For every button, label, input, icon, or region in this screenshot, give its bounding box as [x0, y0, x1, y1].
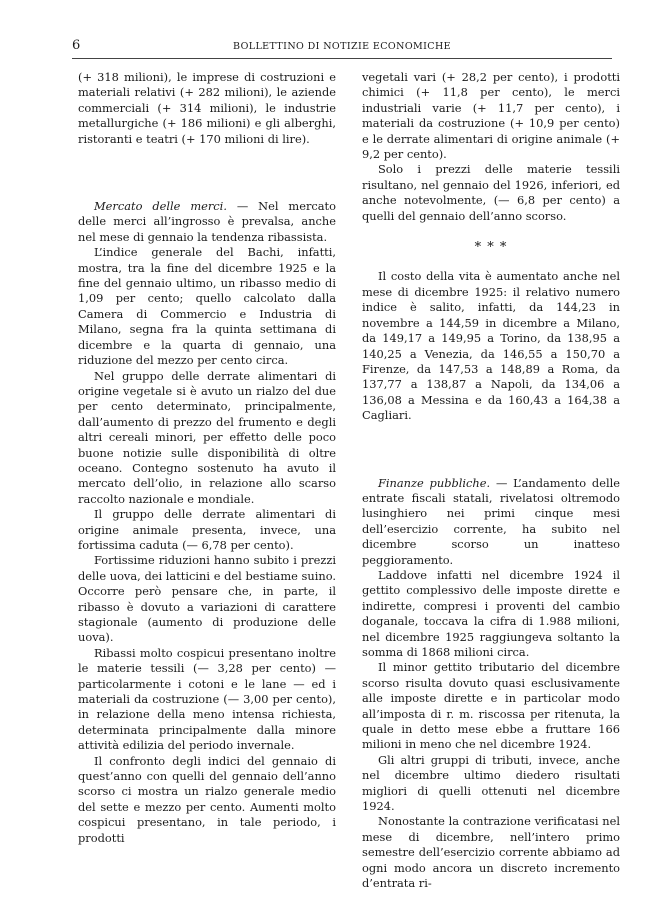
paragraph: Il minor gettito tributario del dicembre scorso risulta dovuto quasi esclusivamente alle imposte dirette e in particolar modo all’imposta di r. m. riscossa per ritenuta, la quale in detto mese ebbe a fruttare 166 milioni in meno che nel dicembre 1924.	[362, 660, 620, 752]
paragraph-text: — Nel mercato delle merci all’ingrosso è prevalsa, anche nel mese di gennaio la tendenza ribassista.	[78, 199, 336, 244]
paragraph: Fortissime riduzioni hanno subito i prezzi delle uova, dei latticini e del bestiame suino. Occorre però pensare che, in parte, il ribasso è dovuto a variazioni di carattere stagionale (aumento di produzione delle uova).	[78, 553, 336, 645]
paragraph: vegetali vari (+ 28,2 per cento), i prodotti chimici (+ 11,8 per cento), le merci industriali varie (+ 11,7 per cento), i materiali da costruzione (+ 10,9 per cento) e le derrate alimentari di origine animale (+ 9,2 per cento).	[362, 70, 620, 162]
paragraph-text: — L’andamento delle entrate fiscali statali, rivelatosi oltremodo lusinghiero nei primi cinque mesi dell’esercizio corrente, ha subito nel dicembre scorso un inatteso peggioramento.	[362, 475, 620, 567]
paragraph: L’indice generale del Bachi, infatti, mostra, tra la fine del dicembre 1925 e la fine del gennaio ultimo, un ribasso medio di 1,09 per cento; quello calcolato dalla Camera di Commercio e Industria di Milano, segna fra la quinta settimana di dicembre e la quarta di gennaio, una riduzione del mezzo per cento circa.	[78, 245, 336, 368]
right-column	[362, 70, 620, 892]
running-title: BOLLETTINO DI NOTIZIE ECONOMICHE	[233, 41, 451, 52]
section-title-mercato-merci: Mercato delle merci.	[94, 199, 227, 214]
paragraph: Il confronto degli indici del gennaio di quest’anno con quelli del gennaio dell’anno scorso ci mostra un rialzo generale medio del sette e mezzo per cento. Aumenti molto cospicui presentano, in tale periodo, i prodotti	[78, 753, 336, 845]
paragraph: Laddove infatti nel dicembre 1924 il gettito complessivo delle imposte dirette e indirette, compresi i proventi del cambio doganale, toccava la cifra di 1.988 milioni, nel dicembre 1925 raggiungeva soltanto la somma di 1868 milioni circa.	[362, 567, 620, 659]
paragraph: Il gruppo delle derrate alimentari di origine animale presenta, invece, una fortissima caduta (— 6,78 per cento).	[78, 507, 336, 552]
paragraph: Gli altri gruppi di tributi, invece, anche nel dicembre ultimo diedero risultati migliori di quelli ottenuti nel dicembre 1924.	[362, 752, 620, 814]
section-separator-asterisks: * * *	[474, 240, 508, 256]
page-header	[72, 36, 612, 59]
paragraph-cost-of-living: Il costo della vita è aumentato anche nel mese di dicembre 1925: il relativo numero indice è salito, infatti, da 144,23 in novembre a 144,59 in dicembre a Milano, da 149,17 a 149,95 a Torino, da 138,95 a 140,25 a Venezia, da 146,55 a 150,70 a Firenze, da 147,53 a 148,89 a Roma, da 137,77 a 138,87 a Napoli, da 134,06 a 136,08 a Messina e da 160,43 a 164,38 a Cagliari.	[362, 269, 620, 423]
paragraph: (+ 318 milioni), le imprese di costruzioni e materiali relativi (+ 282 milioni), le aziende commerciali (+ 314 milioni), le industrie metallurgiche (+ 186 milioni) e gli alberghi, ristoranti e teatri (+ 170 milioni di lire).	[78, 70, 336, 146]
paragraph: Nonostante la contrazione verificatasi nel mese di dicembre, nell’intero primo semestre dell’esercizio corrente abbiamo ad ogni modo ancora un discreto incremento d’entrata ri-	[362, 814, 620, 891]
left-column	[78, 70, 336, 846]
finanze-paragraph	[362, 476, 620, 568]
paragraph: Ribassi molto cospicui presentano inoltre le materie tessili (— 3,28 per cento) — particolarmente i cotoni e le lane — ed i materiali da costruzione (— 3,00 per cento), in relazione della meno intensa richiesta, determinata principalmente dalla minore attività edilizia del periodo invernale.	[78, 645, 336, 753]
page-number: 6	[72, 38, 81, 53]
paragraph: Nel gruppo delle derrate alimentari di origine vegetale si è avuto un rialzo del due per cento determinato, principalmente, dall’aumento di prezzo del frumento e degli altri cereali minori, per effetto delle poco buone notizie sulle disponibilità di oltre oceano. Contegno sostenuto ha avuto il mercato dell’olio, in relazione allo scarso raccolto nazionale e mondiale.	[78, 368, 336, 506]
merci-paragraph	[78, 199, 336, 245]
section-title-finanze-pubbliche: Finanze pubbliche.	[378, 475, 491, 490]
paragraph: Solo i prezzi delle materie tessili risultano, nel gennaio del 1926, inferiori, ed anche notevolmente, (— 6,8 per cento) a quelli del gennaio dell’anno scorso.	[362, 162, 620, 223]
